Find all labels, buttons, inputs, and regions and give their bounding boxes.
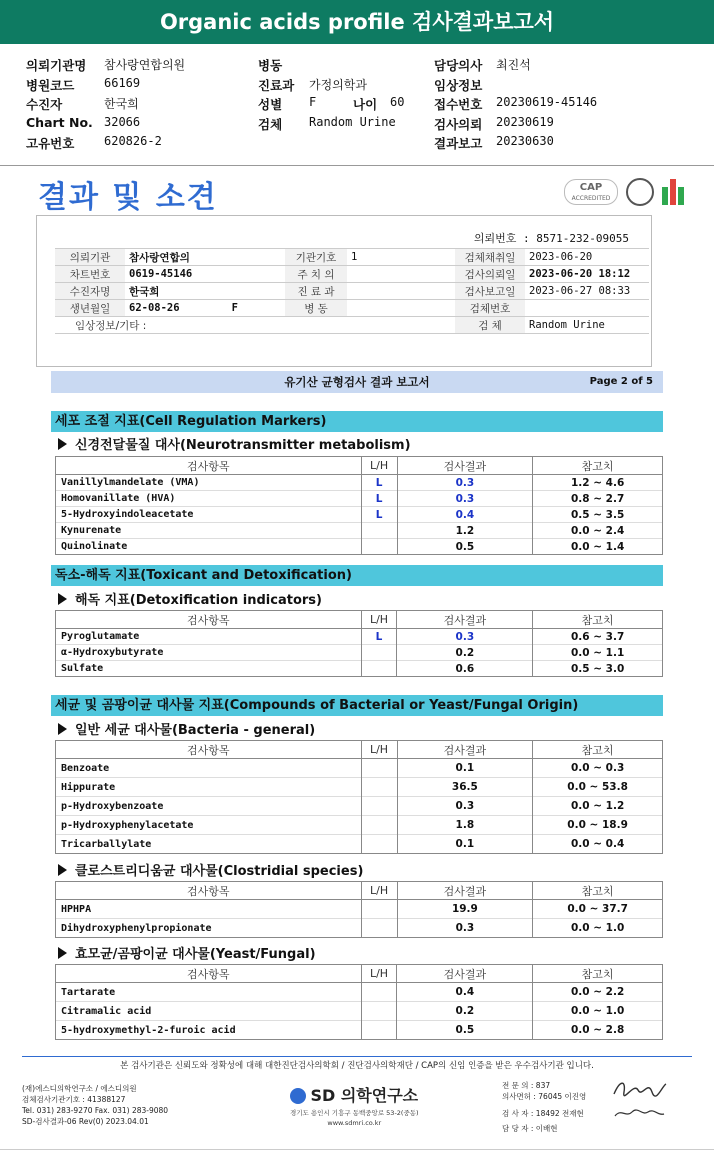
info-row: 차트번호 0619-45146 주 치 의 검사의뢰일 2023-06-20 18:12 xyxy=(55,266,649,283)
lab-logo-icon xyxy=(662,179,684,205)
header-value: Random Urine xyxy=(309,115,396,129)
seal-icon xyxy=(626,178,654,206)
header-label: 병원코드 xyxy=(26,78,75,93)
header-label: 진료과 xyxy=(258,78,295,93)
header-label: 성별 xyxy=(258,97,283,112)
header-label: 의뢰기관명 xyxy=(26,58,87,73)
header-label: 병동 xyxy=(258,58,283,73)
lab-logo xyxy=(290,1083,419,1127)
header-label: 담당의사 xyxy=(434,58,483,73)
signature-icon xyxy=(612,1104,668,1122)
header-label: 결과보고 xyxy=(434,136,483,151)
report-header-title: 유기산 균형검사 결과 보고서 xyxy=(284,375,430,389)
triangle-icon xyxy=(58,947,67,959)
specimen-info-box xyxy=(36,215,652,367)
report-header xyxy=(51,371,663,393)
header-label: Chart No. xyxy=(26,115,93,130)
header-label: 수진자 xyxy=(26,97,63,112)
table-row: HPHPA 19.9 0.0 ~ 37.7 xyxy=(56,900,663,919)
subsection-header: 일반 세균 대사물(Bacteria - general) xyxy=(58,719,315,738)
signatories: 전 문 의 : 837 의사면허 : 76045 이진영 검 사 자 : 18492 전재현 담 당 자 : 이배현 xyxy=(502,1081,587,1133)
triangle-icon xyxy=(58,864,67,876)
info-row: 생년월일 62-08-26 F 병 동 검체번호 xyxy=(55,300,649,317)
lab-url: www.sdmri.co.kr xyxy=(327,1119,382,1127)
table-row: Sulfate 0.6 0.5 ~ 3.0 xyxy=(56,661,663,677)
table-row: α-Hydroxybutyrate 0.2 0.0 ~ 1.1 xyxy=(56,645,663,661)
age-value: 60 xyxy=(390,95,405,109)
table-row: Benzoate 0.1 0.0 ~ 0.3 xyxy=(56,759,663,778)
report-title-banner: Organic acids profile 검사결과보고서 xyxy=(0,0,714,44)
table-row: Citramalic acid 0.2 0.0 ~ 1.0 xyxy=(56,1002,663,1021)
lab-address: 경기도 용인시 기흥구 동백중앙로 53-2(중동) xyxy=(290,1109,419,1117)
page-indicator: Page 2 of 5 xyxy=(589,376,653,387)
age-label: 나이 xyxy=(353,97,378,112)
table-row: Hippurate 36.5 0.0 ~ 53.8 xyxy=(56,778,663,797)
header-divider xyxy=(0,165,714,166)
table-row: Tartarate 0.4 0.0 ~ 2.2 xyxy=(56,983,663,1002)
lab-contact-info: (재)에스디의학연구소 / 에스디의원 검체검사기관기호 : 41388127 Tel. 031) 283-9270 Fax. 031) 283-9080 SD-검사결과-06 Rev(0) 2023.04.01 xyxy=(22,1084,169,1126)
header-value: 참사랑연합의원 xyxy=(104,58,186,72)
results-table: 검사항목 L/H 검사결과 참고치 Pyroglutamate L 0.3 0.6 ~ 3.7 α-Hydroxybutyrate 0.2 0.0 ~ 1.1 Sulfate 0.6 0.5 ~ 3.0 xyxy=(55,610,663,677)
table-row: Pyroglutamate L 0.3 0.6 ~ 3.7 xyxy=(56,629,663,645)
info-row: 의뢰기관 참사랑연합의 기관기호 1 검체채취일 2023-06-20 xyxy=(55,249,649,266)
table-row: 5-Hydroxyindoleacetate L 0.4 0.5 ~ 3.5 xyxy=(56,507,663,523)
table-row: Kynurenate 1.2 0.0 ~ 2.4 xyxy=(56,523,663,539)
results-table: 검사항목 L/H 검사결과 참고치 HPHPA 19.9 0.0 ~ 37.7 Dihydroxyphenylpropionate 0.3 0.0 ~ 1.0 xyxy=(55,881,663,938)
header-value: 한국희 xyxy=(104,97,139,111)
section-header: 독소-해독 지표(Toxicant and Detoxification) xyxy=(51,565,663,586)
triangle-icon xyxy=(58,723,67,735)
sd-logo-icon xyxy=(290,1088,306,1104)
header-label: 임상정보 xyxy=(434,78,483,93)
cap-accredited-icon: CAP ACCREDITED xyxy=(564,179,618,205)
triangle-icon xyxy=(58,438,67,450)
header-value: 20230630 xyxy=(496,134,554,148)
header-label: 검사의뢰 xyxy=(434,117,483,132)
accreditation-note: 본 검사기관은 신뢰도와 정확성에 대해 대한진단검사의학회 / 진단검사의학재단 / CAP의 신임 인증을 받은 우수검사기관 입니다. xyxy=(120,1061,594,1071)
table-row: p-Hydroxyphenylacetate 1.8 0.0 ~ 18.9 xyxy=(56,816,663,835)
table-row: Quinolinate 0.5 0.0 ~ 1.4 xyxy=(56,539,663,555)
results-table: 검사항목 L/H 검사결과 참고치 Vanillylmandelate (VMA) L 0.3 1.2 ~ 4.6 Homovanillate (HVA) L 0.3 0.8 ~ 2.7 5-Hydroxyindoleacetate L 0.4 0.5 ~ 3.5 Kynurenate 1.2 0.0 ~ 2.4 Quinolinate 0.5 0.0 ~ 1.4 xyxy=(55,456,663,555)
table-row: Tricarballylate 0.1 0.0 ~ 0.4 xyxy=(56,835,663,854)
results-table: 검사항목 L/H 검사결과 참고치 Benzoate 0.1 0.0 ~ 0.3 Hippurate 36.5 0.0 ~ 53.8 p-Hydroxybenzoate 0.3 0.0 ~ 1.2 p-Hydroxyphenylacetate 1.8 0.0 ~ 18.9 Tricarballylate 0.1 0.0 ~ 0.4 xyxy=(55,740,663,854)
footer-divider xyxy=(22,1056,692,1057)
header-label: 검체 xyxy=(258,117,283,132)
results-table: 검사항목 L/H 검사결과 참고치 Tartarate 0.4 0.0 ~ 2.2 Citramalic acid 0.2 0.0 ~ 1.0 5-hydroxymethyl-2-furoic acid 0.5 0.0 ~ 2.8 xyxy=(55,964,663,1040)
info-row: 임상정보/기타 : 검 체 Random Urine xyxy=(55,317,649,334)
table-row: Vanillylmandelate (VMA) L 0.3 1.2 ~ 4.6 xyxy=(56,475,663,491)
header-label: 접수번호 xyxy=(434,97,483,112)
request-number: 의뢰번호 : 8571-232-09055 xyxy=(473,232,629,245)
results-title: 결과 및 소견 xyxy=(38,180,218,215)
header-value: F xyxy=(309,95,317,109)
header-value: 620826-2 xyxy=(104,134,162,148)
accreditation-logos xyxy=(564,178,684,206)
header-value: 20230619 xyxy=(496,115,554,129)
triangle-icon xyxy=(58,593,67,605)
table-row: Dihydroxyphenylpropionate 0.3 0.0 ~ 1.0 xyxy=(56,919,663,938)
subsection-header: 해독 지표(Detoxification indicators) xyxy=(58,589,322,608)
header-value: 32066 xyxy=(104,115,141,129)
section-header: 세균 및 곰팡이균 대사물 지표(Compounds of Bacterial or Yeast/Fungal Origin) xyxy=(51,695,663,716)
subsection-header: 효모균/곰팡이균 대사물(Yeast/Fungal) xyxy=(58,943,316,962)
header-value: 66169 xyxy=(104,76,141,90)
table-row: 5-hydroxymethyl-2-furoic acid 0.5 0.0 ~ 2.8 xyxy=(56,1021,663,1040)
sex-value: F xyxy=(231,302,238,314)
lab-name: SD 의학연구소 xyxy=(310,1086,419,1105)
section-header: 세포 조절 지표(Cell Regulation Markers) xyxy=(51,411,663,432)
subsection-header: 클로스트리디움균 대사물(Clostridial species) xyxy=(58,860,363,879)
header-label: 고유번호 xyxy=(26,136,75,151)
specimen-info-table xyxy=(55,248,649,334)
header-value: 가정의학과 xyxy=(309,78,367,92)
header-value: 최진석 xyxy=(496,58,531,72)
patient-header xyxy=(0,54,714,154)
table-row: p-Hydroxybenzoate 0.3 0.0 ~ 1.2 xyxy=(56,797,663,816)
table-row: Homovanillate (HVA) L 0.3 0.8 ~ 2.7 xyxy=(56,491,663,507)
header-value: 20230619-45146 xyxy=(496,95,598,109)
subsection-header: 신경전달물질 대사(Neurotransmitter metabolism) xyxy=(58,434,411,453)
page-bottom-divider xyxy=(0,1149,714,1150)
signature-icon xyxy=(610,1076,670,1102)
info-row: 수진자명 한국희 진 료 과 검사보고일 2023-06-27 08:33 xyxy=(55,283,649,300)
